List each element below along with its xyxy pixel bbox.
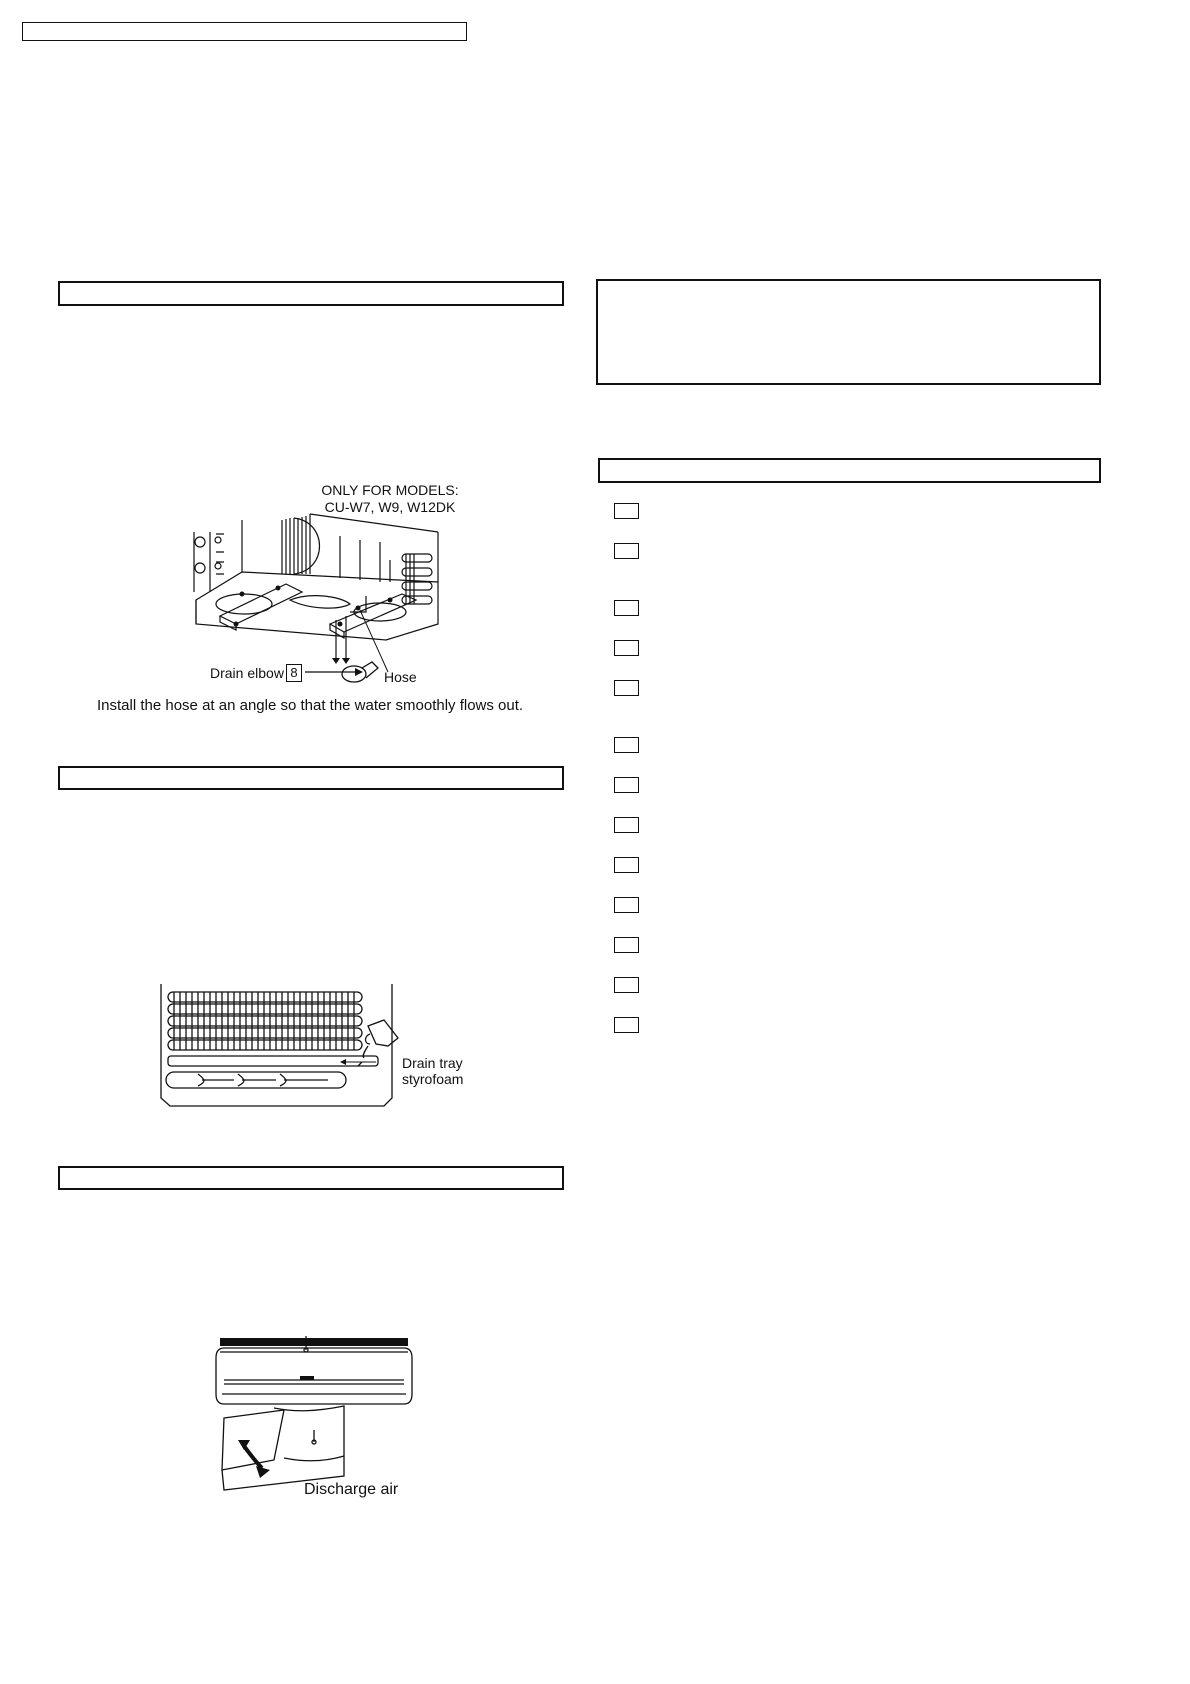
checklist-checkbox-13[interactable] — [614, 1017, 639, 1033]
checklist-checkbox-11[interactable] — [614, 937, 639, 953]
section1-heading — [58, 281, 564, 306]
drain-elbow-label: Drain elbow — [210, 665, 284, 681]
checklist-checkbox-10[interactable] — [614, 897, 639, 913]
section2-heading — [58, 766, 564, 790]
models-label-line1: ONLY FOR MODELS: — [321, 482, 459, 498]
checklist-checkbox-8[interactable] — [614, 817, 639, 833]
drain-elbow-arrow — [305, 665, 365, 679]
checklist-checkbox-1[interactable] — [614, 503, 639, 519]
discharge-air-illustration — [214, 1336, 414, 1496]
section3-heading — [58, 1166, 564, 1190]
drain-elbow-number: 8 — [286, 664, 302, 682]
drain-elbow-illustration — [190, 512, 450, 687]
hose-label: Hose — [384, 669, 417, 685]
discharge-air-label: Discharge air — [304, 1481, 399, 1498]
checklist-checkbox-9[interactable] — [614, 857, 639, 873]
checklist-checkbox-6[interactable] — [614, 737, 639, 753]
checklist-checkbox-3[interactable] — [614, 600, 639, 616]
checklist-checkbox-7[interactable] — [614, 777, 639, 793]
drain-tray-illustration — [158, 982, 398, 1107]
header-bar — [22, 22, 467, 41]
section1-caption: Install the hose at an angle so that the water smoothly flows out. — [97, 697, 524, 714]
checklist-checkbox-2[interactable] — [614, 543, 639, 559]
checklist-heading — [598, 458, 1101, 483]
checklist-checkbox-5[interactable] — [614, 680, 639, 696]
models-label-line2: CU-W7, W9, W12DK — [324, 499, 456, 515]
info-box — [596, 279, 1101, 385]
drain-tray-label-line2: styrofoam — [402, 1071, 464, 1087]
checklist-checkbox-4[interactable] — [614, 640, 639, 656]
drain-tray-label-line1: Drain tray — [402, 1055, 463, 1071]
checklist-checkbox-12[interactable] — [614, 977, 639, 993]
